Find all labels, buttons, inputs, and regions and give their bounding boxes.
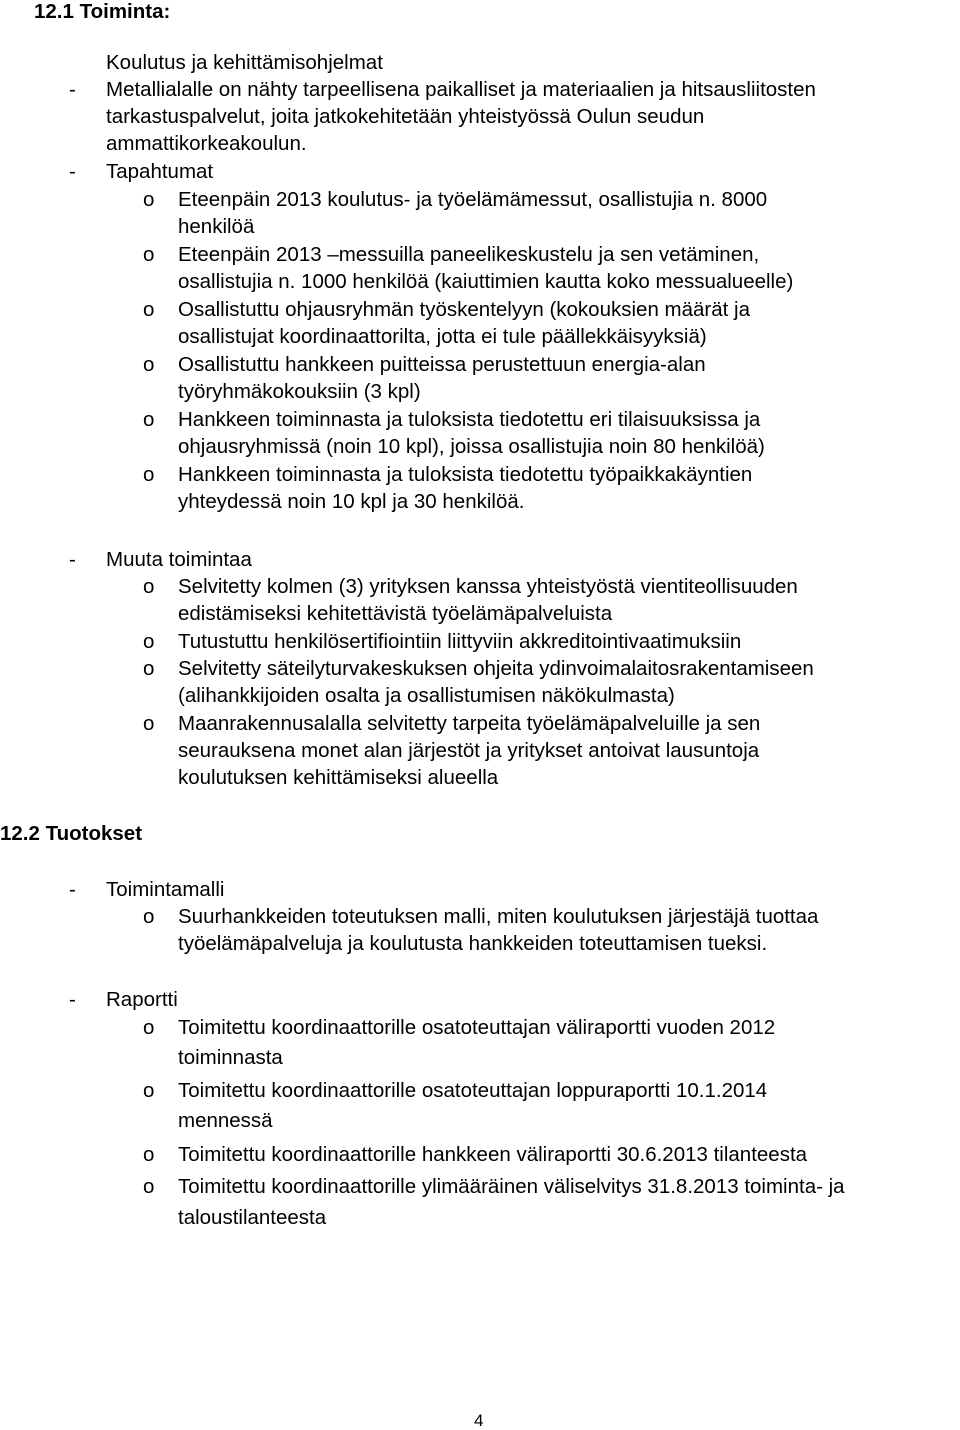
list-item-line: Hankkeen toiminnasta ja tuloksista tiedotettu eri tilaisuuksissa ja	[178, 408, 761, 431]
bullet-marker: o	[143, 712, 155, 735]
list-item-line: Selvitetty säteilyturvakeskuksen ohjeita ydinvoimalaitosrakentamiseen	[178, 657, 814, 680]
list-item-line: Eteenpäin 2013 –messuilla paneelikeskustelu ja sen vetäminen,	[178, 243, 760, 266]
list-item-line: mennessä	[178, 1109, 273, 1132]
list-item-line: työelämäpalveluja ja koulutusta hankkeiden toteuttamisen tueksi.	[178, 932, 768, 955]
list-item-line: koulutuksen kehittämiseksi alueella	[178, 766, 499, 789]
section-heading-toiminta: 12.1 Toiminta:	[34, 0, 171, 23]
list-item-line: Tutustuttu henkilösertifiointiin liittyviin akkreditointivaatimuksiin	[178, 630, 742, 653]
list-item-line: Toimitettu koordinaattorille hankkeen väliraportti 30.6.2013 tilanteesta	[178, 1143, 808, 1166]
dash-marker: -	[69, 988, 76, 1011]
bullet-marker: o	[143, 353, 155, 376]
subheading-koulutus: Koulutus ja kehittämisohjelmat	[106, 51, 383, 74]
dash-marker: -	[69, 78, 76, 101]
list-item-line: Selvitetty kolmen (3) yrityksen kanssa yhteistyöstä vientiteollisuuden	[178, 575, 798, 598]
bullet-marker: o	[143, 1143, 155, 1166]
dash-marker: -	[69, 548, 76, 571]
list-label-raportti: Raportti	[106, 988, 178, 1011]
list-item-line: Toimitettu koordinaattorille osatoteuttajan loppuraportti 10.1.2014	[178, 1079, 768, 1102]
bullet-marker: o	[143, 575, 155, 598]
list-item-line: Osallistuttu hankkeen puitteissa perustettuun energia-alan	[178, 353, 706, 376]
list-item-line: seurauksena monet alan järjestöt ja yritykset antoivat lausuntoja	[178, 739, 760, 762]
list-item-line: edistämiseksi kehitettävistä työelämäpalveluista	[178, 602, 613, 625]
paragraph-line: tarkastuspalvelut, joita jatkokehitetään yhteistyössä Oulun seudun	[106, 105, 705, 128]
bullet-marker: o	[143, 298, 155, 321]
dash-marker: -	[69, 160, 76, 183]
list-item-line: osallistujia n. 1000 henkilöä (kaiuttimien kautta koko messualueelle)	[178, 270, 794, 293]
list-item-line: taloustilanteesta	[178, 1206, 327, 1229]
bullet-marker: o	[143, 630, 155, 653]
list-item-line: (alihankkijoiden osalta ja osallistumisen näkökulmasta)	[178, 684, 675, 707]
list-item-line: ohjausryhmissä (noin 10 kpl), joissa osallistujia noin 80 henkilöä)	[178, 435, 765, 458]
list-label-tapahtumat: Tapahtumat	[106, 160, 214, 183]
bullet-marker: o	[143, 408, 155, 431]
page-number: 4	[474, 1411, 484, 1430]
bullet-marker: o	[143, 905, 155, 928]
list-item-line: Maanrakennusalalla selvitetty tarpeita työelämäpalveluille ja sen	[178, 712, 761, 735]
bullet-marker: o	[143, 1016, 155, 1039]
list-item-line: Toimitettu koordinaattorille osatoteuttajan väliraportti vuoden 2012	[178, 1016, 776, 1039]
list-item-line: henkilöä	[178, 215, 255, 238]
list-item-line: osallistujat koordinaattorilta, jotta ei tule päällekkäisyyksiä)	[178, 325, 707, 348]
paragraph-line: Metallialalle on nähty tarpeellisena paikalliset ja materiaalien ja hitsausliitosten	[106, 78, 816, 101]
bullet-marker: o	[143, 188, 155, 211]
list-label-muuta: Muuta toimintaa	[106, 548, 252, 571]
bullet-marker: o	[143, 657, 155, 680]
list-item-line: toiminnasta	[178, 1046, 283, 1069]
paragraph-line: ammattikorkeakoulun.	[106, 132, 307, 155]
bullet-marker: o	[143, 1175, 155, 1198]
bullet-marker: o	[143, 243, 155, 266]
list-label-toimintamalli: Toimintamalli	[106, 878, 225, 901]
bullet-marker: o	[143, 1079, 155, 1102]
list-item-line: Osallistuttu ohjausryhmän työskentelyyn (kokouksien määrät ja	[178, 298, 750, 321]
list-item-line: yhteydessä noin 10 kpl ja 30 henkilöä.	[178, 490, 525, 513]
dash-marker: -	[69, 878, 76, 901]
list-item-line: Eteenpäin 2013 koulutus- ja työelämämessut, osallistujia n. 8000	[178, 188, 768, 211]
list-item-line: Suurhankkeiden toteutuksen malli, miten koulutuksen järjestäjä tuottaa	[178, 905, 819, 928]
list-item-line: työryhmäkokouksiin (3 kpl)	[178, 380, 421, 403]
list-item-line: Hankkeen toiminnasta ja tuloksista tiedotettu työpaikkakäyntien	[178, 463, 753, 486]
bullet-marker: o	[143, 463, 155, 486]
section-heading-tuotokset: 12.2 Tuotokset	[0, 822, 143, 845]
list-item-line: Toimitettu koordinaattorille ylimääräinen väliselvitys 31.8.2013 toiminta- ja	[178, 1175, 845, 1198]
